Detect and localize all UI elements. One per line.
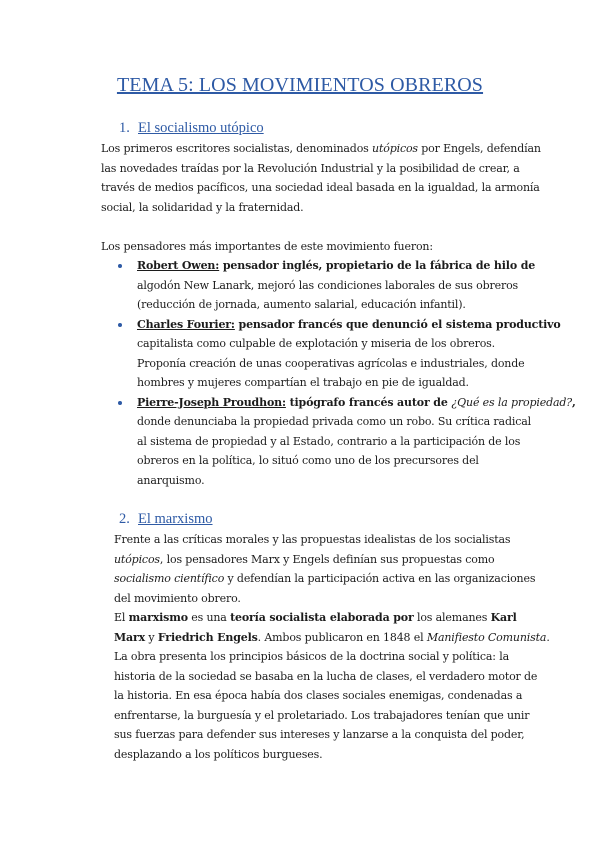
- text-run-bold: Marx: [114, 630, 146, 644]
- text-run-italic: socialismo científico: [114, 572, 225, 585]
- text-run: ,: [572, 395, 576, 409]
- text-run-italic: utópicos: [372, 142, 418, 155]
- text-line: desplazando a los políticos burgueses.: [114, 747, 323, 761]
- text-line: (reducción de jornada, aumento salarial, educación infantil).: [137, 298, 466, 311]
- bullet-dot-icon: [118, 323, 122, 327]
- text-run: y defendían la participación activa en las organizaciones: [224, 572, 536, 585]
- text-line: al sistema de propiedad y al Estado, contrario a la participación de los: [137, 434, 521, 448]
- text-run: es una: [187, 611, 231, 624]
- bullet-dot-icon: [118, 264, 122, 268]
- text-line: sus fuerzas para defender sus intereses y lanzarse a la conquista del poder,: [114, 728, 525, 741]
- text-line: [114, 550, 550, 570]
- text-line: las novedades traídas por la Revolución Industrial y la posibilidad de crear, a: [101, 161, 520, 175]
- text-line: capitalista como culpable de explotación y miseria de los obreros.: [137, 337, 496, 350]
- page-title: TEMA 5: LOS MOVIMIENTOS OBREROS: [116, 74, 484, 96]
- text-line: obreros en la política, lo situó como uno de los precursores del: [137, 454, 479, 467]
- text-run-italic: utópicos: [114, 552, 160, 566]
- text-run-bold: Friedrich Engels: [157, 630, 258, 644]
- text-run-bold: teoría socialista elaborada por: [230, 611, 414, 624]
- paragraph-thinkers-lead: [101, 237, 433, 257]
- text-line: [114, 608, 550, 628]
- text-line: la historia. En esa época había dos clases sociales enemigas, condenadas a: [114, 689, 523, 702]
- list-item-charles-fourier: [101, 315, 576, 393]
- text-run: pensador inglés, propietario de la fábrica de hilo de: [219, 259, 536, 272]
- bullet-dot-icon: [118, 401, 122, 405]
- text-line: anarquismo.: [137, 473, 205, 487]
- text-line: Los pensadores más importantes de este movimiento fueron:: [101, 240, 433, 253]
- thinker-name: Robert Owen:: [137, 259, 220, 272]
- section-heading-socialismo-utopico: [119, 120, 264, 137]
- text-run-italic: Manifiesto Comunista: [426, 630, 547, 644]
- text-line: [137, 393, 576, 413]
- paragraph-utopico-intro: [101, 139, 541, 217]
- text-run: tipógrafo francés autor de: [285, 395, 452, 409]
- text-line: [101, 139, 541, 159]
- text-line: Proponía creación de unas cooperativas agrícolas e industriales, donde: [137, 356, 525, 370]
- text-run: por Engels, defendían: [417, 142, 541, 155]
- thinker-name: Charles Fourier:: [137, 317, 235, 331]
- text-run: y: [145, 630, 158, 644]
- text-line: enfrentarse, la burguesía y el proletariado. Los trabajadores tenían que unir: [114, 708, 530, 722]
- text-line: algodón New Lanark, mejoró las condiciones laborales de sus obreros: [137, 278, 519, 292]
- text-line: historia de la sociedad se basaba en la lucha de clases, el verdadero motor de: [114, 669, 538, 683]
- thinkers-list: [101, 256, 576, 490]
- text-line: La obra presenta los principios básicos de la doctrina social y política: la: [114, 650, 509, 663]
- text-line: [114, 628, 550, 648]
- text-run: , los pensadores Marx y Engels definían sus propuestas como: [159, 552, 495, 566]
- text-run-italic: ¿Qué es la propiedad?: [451, 395, 573, 409]
- text-run-bold: Karl: [490, 611, 517, 624]
- text-run: .: [546, 630, 550, 644]
- thinker-name: Pierre-Joseph Proudhon:: [137, 395, 286, 409]
- section-heading-marxismo: [119, 511, 213, 528]
- text-line: [137, 315, 576, 335]
- section-heading-text: El marxismo: [138, 511, 213, 527]
- section-number: 1.: [119, 120, 130, 136]
- text-line: Frente a las críticas morales y las propuestas idealistas de los socialistas: [114, 533, 511, 546]
- text-line: social, la solidaridad y la fraternidad.: [101, 200, 304, 214]
- text-run: El: [114, 611, 129, 624]
- text-run-bold: marxismo: [128, 611, 188, 624]
- section-number: 2.: [119, 511, 130, 527]
- text-run: Los primeros escritores socialistas, denominados: [101, 142, 373, 155]
- text-run: . Ambos publicaron en 1848 el: [257, 630, 427, 644]
- text-line: del movimiento obrero.: [114, 591, 241, 605]
- text-line: [137, 256, 576, 276]
- text-line: hombres y mujeres compartían el trabajo en pie de igualdad.: [137, 376, 469, 389]
- list-item-proudhon: [101, 393, 576, 491]
- list-item-robert-owen: [101, 256, 576, 315]
- paragraph-marxismo-intro: [114, 530, 550, 764]
- section-heading-text: El socialismo utópico: [138, 120, 264, 136]
- text-run: los alemanes: [413, 611, 491, 624]
- text-line: [114, 569, 550, 589]
- text-line: donde denunciaba la propiedad privada como un robo. Su crítica radical: [137, 415, 531, 428]
- text-run: pensador francés que denunció el sistema productivo: [234, 317, 561, 331]
- text-line: través de medios pacíficos, una sociedad ideal basada en la igualdad, la armonía: [101, 181, 540, 194]
